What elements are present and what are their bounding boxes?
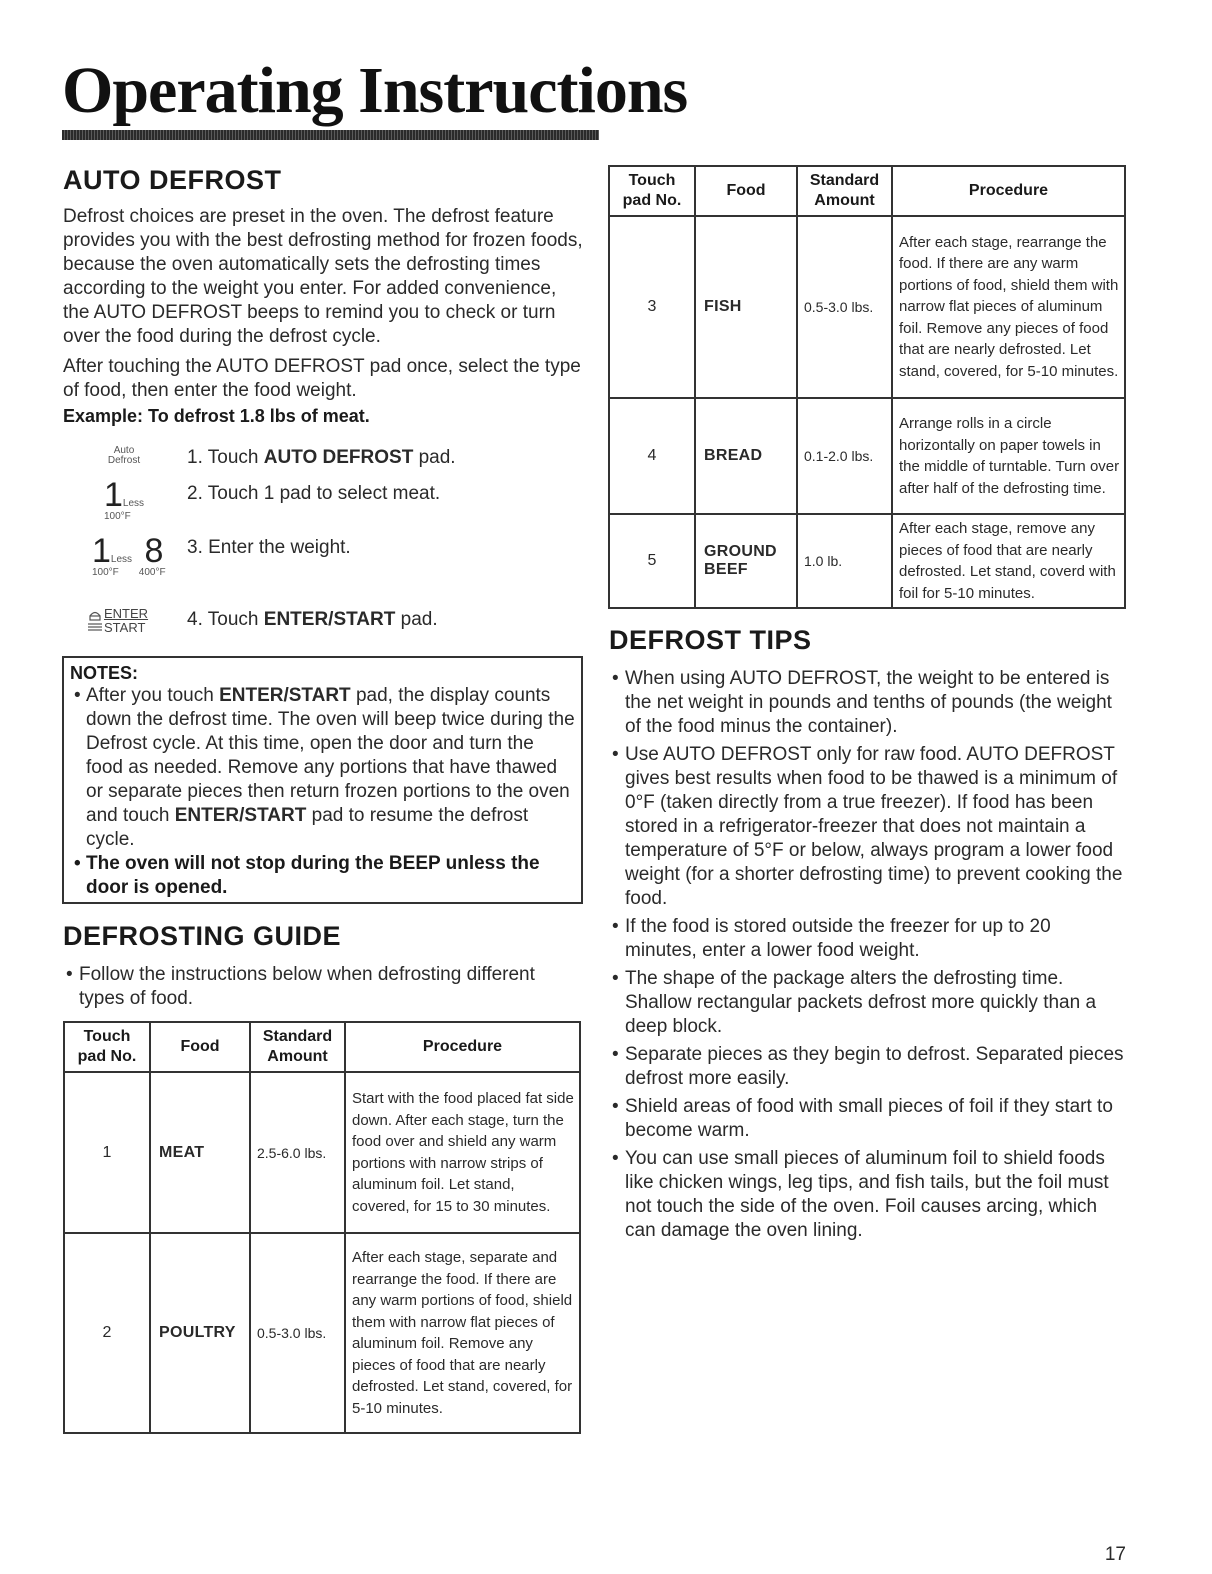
page-number: 17 xyxy=(1104,1544,1126,1565)
number-1-key-icon: 1Less 100°F xyxy=(104,476,145,522)
notes-label: NOTES: xyxy=(70,663,139,683)
header-food: Food xyxy=(695,166,797,216)
cell-amount: 0.5-3.0 lbs. xyxy=(250,1233,345,1433)
tip-item: • Use AUTO DEFROST only for raw food. AUTO DEFROST gives best results when food to be thawed is a minimum of 0°F (taken directly from a true freezer). If food has been stored in a refrigerator-freezer that does not maintain a temperature of 5°F or below, always program a lower food weight (for a shorter defrosting time) to prevent cooking the food. xyxy=(609,743,1124,911)
tip-item: • Separate pieces as they begin to defrost. Separated pieces defrost more easily. xyxy=(609,1043,1124,1091)
step-1: 1. Touch AUTO DEFROST pad. xyxy=(187,447,456,468)
header-touch-pad: Touch pad No. xyxy=(609,166,695,216)
cell-food: POULTRY xyxy=(150,1233,250,1433)
cell-pad: 4 xyxy=(609,398,695,514)
cell-food: BREAD xyxy=(695,398,797,514)
defrost-table-left xyxy=(63,1021,581,1434)
table-row xyxy=(609,216,1125,398)
defrosting-guide-intro: • Follow the instructions below when defrosting different types of food. xyxy=(63,963,573,1011)
auto-defrost-heading: AUTO DEFROST xyxy=(63,165,282,195)
header-amount: Standard Amount xyxy=(797,166,892,216)
cell-pad: 5 xyxy=(609,514,695,608)
cell-pad: 2 xyxy=(64,1233,150,1433)
auto-defrost-intro: Defrost choices are preset in the oven. The defrost feature provides you with the best defrosting method for frozen foods, because the oven automatically sets the defrosting times according to the weight you enter. For added convenience, the AUTO DEFROST beeps to remind you to check or turn over the food during the defrost cycle. xyxy=(63,206,583,347)
step-2: 2. Touch 1 pad to select meat. xyxy=(187,483,441,504)
cell-amount: 0.1-2.0 lbs. xyxy=(797,398,892,514)
weight-keys-icon: 1Less 8 100°F 400°F xyxy=(92,532,166,578)
table-row xyxy=(64,1233,580,1433)
cell-amount: 0.5-3.0 lbs. xyxy=(797,216,892,398)
table-row xyxy=(609,398,1125,514)
cell-procedure: Arrange rolls in a circle horizontally on paper towels in the middle of turntable. Turn over after half of the defrosting time. xyxy=(892,398,1125,514)
title-rule xyxy=(62,130,599,140)
table-header-row xyxy=(64,1022,580,1072)
tip-item: • The shape of the package alters the defrosting time. Shallow rectangular packets defrost more quickly than a deep block. xyxy=(609,967,1124,1039)
tip-item: • You can use small pieces of aluminum foil to shield foods like chicken wings, leg tips, and fish tails, but the foil must not touch the side of the oven. Foil causes arcing, which can damage the oven lining. xyxy=(609,1147,1124,1243)
cell-procedure: Start with the food placed fat side down. After each stage, turn the food over and shield any warm portions with narrow strips of aluminum foil. Let stand, covered, for 15 to 30 minutes. xyxy=(345,1072,580,1233)
cell-procedure: After each stage, remove any pieces of food that are nearly defrosted. Let stand, coverd with foil for 5-10 minutes. xyxy=(892,514,1125,608)
note-item: • After you touch ENTER/START pad, the display counts down the defrost time. The oven will beep twice during the Defrost cycle. At this time, open the door and turn the food as needed. Remove any portions that have thawed or separate pieces then return frozen portions to the oven and touch ENTER/START pad to resume the defrost cycle. xyxy=(70,684,575,852)
cell-procedure: After each stage, separate and rearrange the food. If there are any warm portions of food, shield them with narrow flat pieces of aluminum foil. Remove any pieces of food that are nearly defrosted. Let stand, covered, for 5-10 minutes. xyxy=(345,1233,580,1433)
auto-defrost-after: After touching the AUTO DEFROST pad once, select the type of food, then enter the food weight. xyxy=(63,356,581,401)
enter-start-key-icon: ENTER START xyxy=(88,607,148,635)
table-row xyxy=(609,514,1125,608)
defrost-table-right xyxy=(608,165,1126,609)
step-4: 4. Touch ENTER/START pad. xyxy=(187,609,438,630)
auto-defrost-key-icon: Auto Defrost xyxy=(107,445,141,466)
cell-pad: 3 xyxy=(609,216,695,398)
header-food: Food xyxy=(150,1022,250,1072)
enter-start-symbol-icon xyxy=(88,607,102,633)
table-row xyxy=(64,1072,580,1233)
note-item-warning: • The oven will not stop during the BEEP unless the door is opened. xyxy=(70,852,575,900)
cell-food: MEAT xyxy=(150,1072,250,1233)
tip-item: • Shield areas of food with small pieces of foil if they start to become warm. xyxy=(609,1095,1124,1143)
step-3: 3. Enter the weight. xyxy=(187,537,351,558)
cell-food: FISH xyxy=(695,216,797,398)
page-title: Operating Instructions xyxy=(62,54,688,127)
cell-amount: 1.0 lb. xyxy=(797,514,892,608)
cell-amount: 2.5-6.0 lbs. xyxy=(250,1072,345,1233)
example-heading: Example: To defrost 1.8 lbs of meat. xyxy=(63,406,370,426)
defrost-tips-list xyxy=(609,667,1124,1247)
defrosting-guide-heading: DEFROSTING GUIDE xyxy=(63,921,342,951)
header-procedure: Procedure xyxy=(892,166,1125,216)
header-procedure: Procedure xyxy=(345,1022,580,1072)
header-amount: Standard Amount xyxy=(250,1022,345,1072)
header-touch-pad: Touch pad No. xyxy=(64,1022,150,1072)
defrost-tips-heading: DEFROST TIPS xyxy=(609,625,812,655)
tip-item: • When using AUTO DEFROST, the weight to be entered is the net weight in pounds and tenths of pounds (the weight of the food minus the container). xyxy=(609,667,1124,739)
notes-box xyxy=(62,656,583,904)
cell-pad: 1 xyxy=(64,1072,150,1233)
cell-procedure: After each stage, rearrange the food. If there are any warm portions of food, shield them with narrow flat pieces of aluminum foil. Remove any pieces of food that are nearly defrosted. Let stand, covered, for 5-10 minutes. xyxy=(892,216,1125,398)
tip-item: • If the food is stored outside the freezer for up to 20 minutes, enter a lower food weight. xyxy=(609,915,1124,963)
cell-food: GROUND BEEF xyxy=(695,514,797,608)
defrosting-guide-intro-list xyxy=(63,963,573,1015)
table-header-row xyxy=(609,166,1125,216)
